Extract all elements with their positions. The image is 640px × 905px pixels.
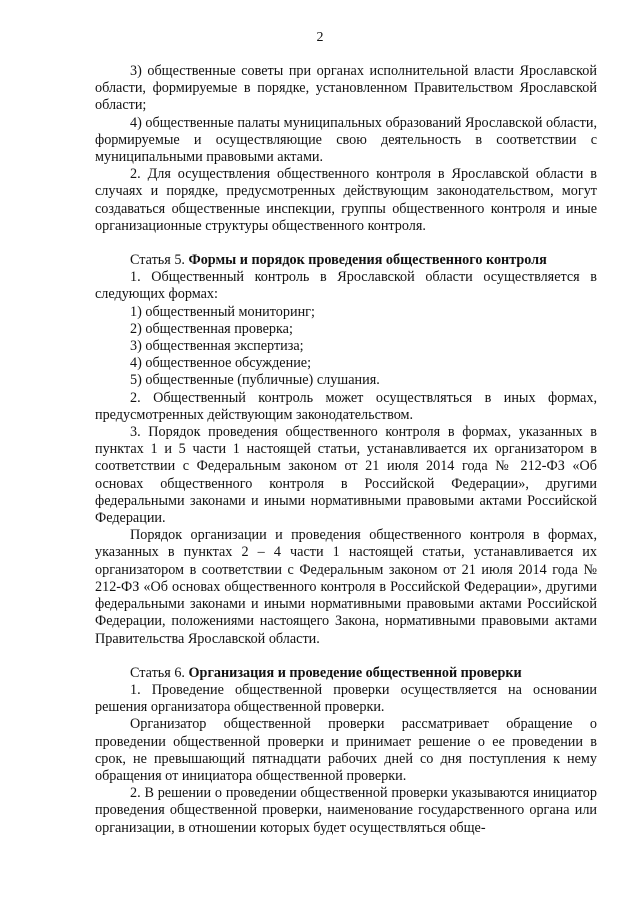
- list-item: 2) общественная проверка;: [130, 320, 293, 337]
- paragraph: 3) общественные советы при органах исполнительной власти Ярославской области, формируемые в порядке, установленном Правительством Ярославской области;: [95, 63, 597, 114]
- paragraph: 2. Для осуществления общественного контроля в Ярославской области в случаях и порядке, предусмотренных действующим законодательством, могут создаваться общественные инспекции, группы общественного контроля и иные организационные структуры общественного контроля.: [95, 166, 597, 234]
- document-body: [95, 63, 597, 837]
- paragraph: Порядок организации и проведения общественного контроля в формах, указанных в пунктах 2 – 4 части 1 настоящей статьи, устанавливается их организатором в соответствии с Федеральным законом от 21 июля 2014 года № 212-ФЗ «Об основах общественного контроля в Российской Федерации», другими федеральными законами и иными нормативными правовыми актами Российской Федерации, положениями настоящего Закона, нормативными правовыми актами Правительства Ярославской области.: [95, 527, 597, 647]
- page-number: 2: [316, 30, 324, 45]
- article-title: Формы и порядок проведения общественного контроля: [188, 252, 547, 269]
- article-heading: [95, 252, 597, 269]
- article-number: Статья 6.: [130, 664, 185, 681]
- paragraph: 4) общественные палаты муниципальных образований Ярославской области, формируемые и осуществляющие свою деятельность в соответствии с муниципальными правовыми актами.: [95, 114, 597, 166]
- paragraph: 2. Общественный контроль может осуществляться в иных формах, предусмотренных действующим законодательством.: [95, 389, 597, 423]
- article-number: Статья 5.: [130, 252, 185, 269]
- article-title: Организация и проведение общественной проверки: [188, 664, 522, 681]
- article-heading: [95, 665, 597, 682]
- list-item: 4) общественное обсуждение;: [130, 355, 312, 372]
- paragraph: 1. Общественный контроль в Ярославской области осуществляется в следующих формах:: [95, 269, 597, 303]
- paragraph: 1. Проведение общественной проверки осуществляется на основании решения организатора общественной проверки.: [95, 681, 597, 716]
- list-item: 3) общественная экспертиза;: [130, 338, 304, 355]
- paragraph: 2. В решении о проведении общественной проверки указываются инициатор проведения общественной проверки, наименование государственного органа или организации, в отношении которых будет осуществляться обще-: [95, 785, 597, 836]
- paragraph: Организатор общественной проверки рассматривает обращение о проведении общественной проверки и принимает решение о ее проведении в срок, не превышающий пятнадцати рабочих дней со дня поступления к нему обращения от инициатора общественной проверки.: [95, 716, 597, 784]
- section-spacer: [95, 235, 597, 252]
- list-item: 1) общественный мониторинг;: [130, 303, 315, 320]
- section-spacer: [95, 648, 597, 665]
- list-item: 5) общественные (публичные) слушания.: [130, 372, 380, 389]
- paragraph: 3. Порядок проведения общественного контроля в формах, указанных в пунктах 1 и 5 части 1 настоящей статьи, устанавливается их организатором в соответствии с Федеральным законом от 21 июля 2014 года № 212-ФЗ «Об основах общественного контроля в Российской Федерации», другими федеральными законами и иными нормативными правовыми актами Российской Федерации.: [95, 424, 597, 527]
